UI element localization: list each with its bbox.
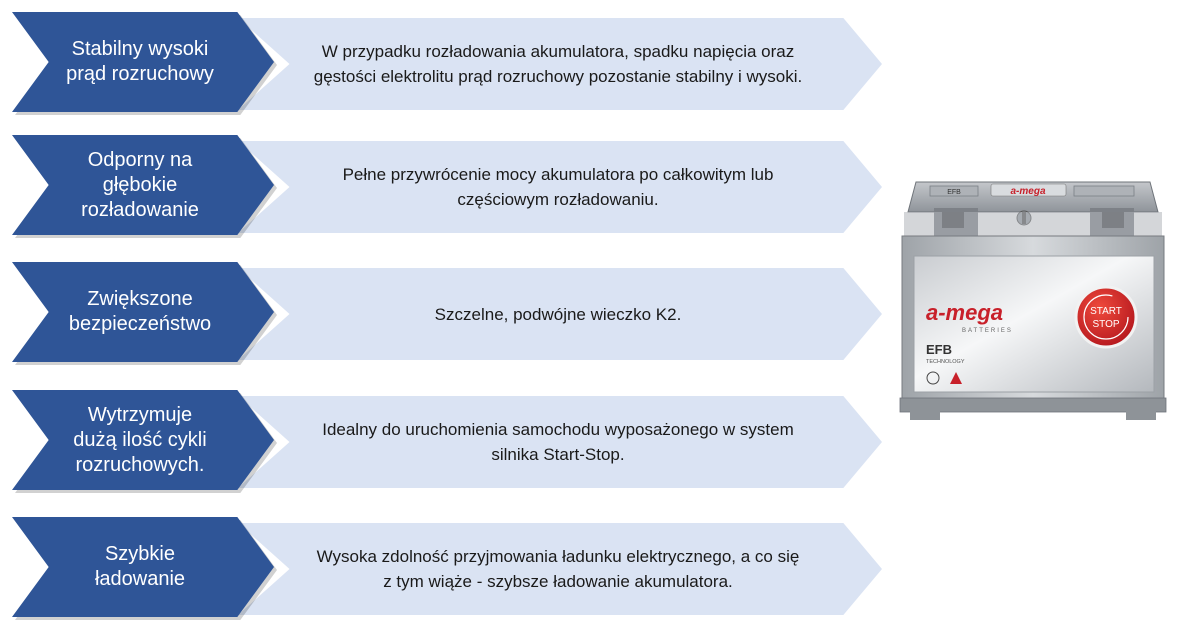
feature-description: Szczelne, podwójne wieczko K2. (434, 304, 682, 324)
start-stop-badge-icon (1076, 287, 1136, 347)
lid-brand: a-mega (1010, 186, 1046, 197)
feature-row-3 (0, 262, 890, 362)
feature-description: W przypadku rozładowania akumulatora, spadku napięcia oraz gęstości elektrolitu prąd rozruchowy pozostanie stabilny i wysoki. (313, 42, 803, 86)
badge-line-1: START (1090, 306, 1122, 317)
feature-title: Odporny na głębokie rozładowanie (81, 148, 199, 221)
feature-title: Szybkie ładowanie (94, 543, 186, 590)
feature-title: Zwiększone bezpieczeństwo (68, 288, 212, 335)
feature-description: Pełne przywrócenie mocy akumulatora po całkowitym lub częściowym rozładowaniu. (342, 165, 774, 209)
feature-row-2 (0, 135, 890, 235)
feature-description: Idealny do uruchomienia samochodu wyposażonego w system silnika Start-Stop. (322, 420, 794, 464)
feature-description: Wysoka zdolność przyjmowania ładunku elektrycznego, a co się z tym wiąże - szybsze ładowanie akumulatora. (316, 547, 800, 591)
battery-type-sub: TECHNOLOGY (926, 359, 965, 365)
feature-row-5 (0, 517, 890, 617)
battery-type: EFB (926, 342, 952, 357)
battery-image (896, 172, 1170, 428)
battery-brand: a-mega (926, 300, 1004, 325)
feature-row-4 (0, 390, 890, 490)
feature-title: Wytrzymuje dużą ilość cykli rozruchowych. (73, 403, 207, 476)
battery-brand-sub: BATTERIES (962, 328, 1013, 334)
feature-title: Stabilny wysoki prąd rozruchowy (66, 38, 214, 85)
feature-row-1 (0, 12, 890, 112)
badge-line-2: STOP (1092, 319, 1120, 330)
lid-text: EFB (947, 189, 961, 196)
